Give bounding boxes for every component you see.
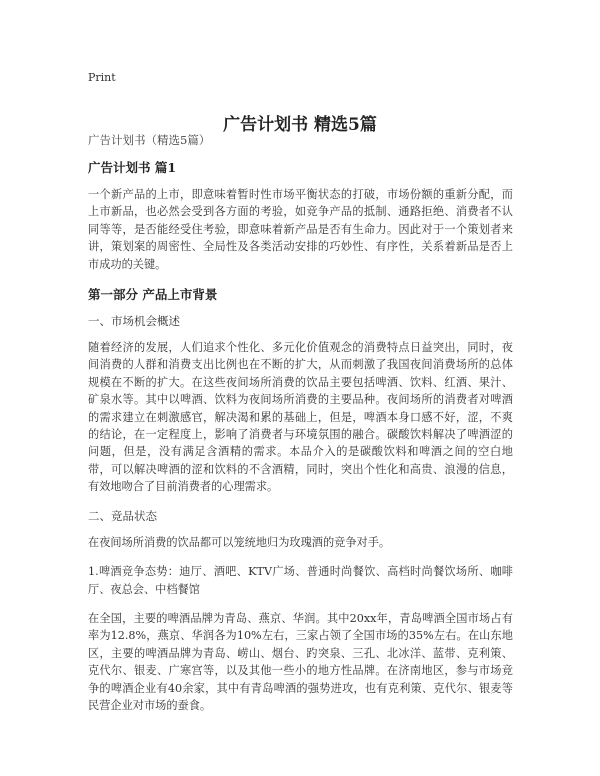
part1-heading: 第一部分 产品上市背景: [88, 287, 218, 303]
section1-paragraph: 随着经济的发展，人们追求个性化、多元化价值观念的消费特点日益突出，同时，夜间消费的人群和消费支出比例也在不断的扩大，从而刺激了我国夜间消费场所的总体规模在不断的扩大。在这些夜间场所消费的饮品主要包括啤酒、饮料、红酒、果汁、矿泉水等。其中以啤酒、饮料为夜间场所消费的主要品种。夜间场所的消费者对啤酒的需求建立在刺激感官，解决渴和累的基础上，但是，啤酒本身口感不好，涩，不爽的结论，在一定程度上，影响了消费者与环境氛围的融合。碳酸饮料解决了啤酒涩的问题，但是，没有满足含酒精的需求。本品介入的是碳酸饮料和啤酒之间的空白地带，可以解决啤酒的涩和饮料的不含酒精，同时，突出个性化和高贵、浪漫的信息，有效地吻合了目前消费者的心理需求。: [88, 341, 513, 494]
item1-detail-paragraph: 在全国，主要的啤酒品牌为青岛、燕京、华润。其中20xx年，青岛啤酒全国市场占有率为12.8%，燕京、华润各为10%左右，三家占领了全国市场的35%左右。在山东地区，主要的啤酒品牌为青岛、崂山、烟台、趵突泉、三孔、北冰洋、蓝带、克利策、克代尔、银麦、广寒宫等，以及其他一些小的地方性品牌。在济南地区，参与市场竞争的啤酒企业有40余家，其中有青岛啤酒的强势进攻，也有克利策、克代尔、银麦等民营企业对市场的蚕食。: [88, 611, 513, 712]
document-title: 广告计划书 精选5篇: [223, 115, 377, 136]
document-subtitle: 广告计划书（精选5篇）: [88, 133, 211, 147]
document-body: [88, 132, 513, 726]
print-label: Print: [88, 71, 116, 84]
section2-heading: 二、竞品状态: [88, 508, 157, 523]
intro-paragraph: 一个新产品的上市，即意味着暂时性市场平衡状态的打破，市场份额的重新分配，而上市新品，也必然会受到各方面的考验，如竞争产品的抵制、通路拒绝、消费者不认同等等，是否能经受住考验，即意味着新产品是否有生命力。因此对于一个策划者来讲，策划案的周密性、全局性及各类活动安排的巧妙性、有序性，关系着新品是否上市成功的关键。: [88, 188, 513, 271]
article-heading: 广告计划书 篇1: [88, 160, 177, 175]
item1-paragraph: 1.啤酒竞争态势：迪厅、酒吧、KTV广场、普通时尚餐饮、高档时尚餐饮场所、咖啡厅、夜总会、中档餐馆: [88, 565, 513, 596]
section1-heading: 一、市场机会概述: [88, 314, 180, 329]
section2-paragraph: 在夜间场所消费的饮品都可以笼统地归为玫瑰酒的竞争对手。: [88, 535, 391, 549]
